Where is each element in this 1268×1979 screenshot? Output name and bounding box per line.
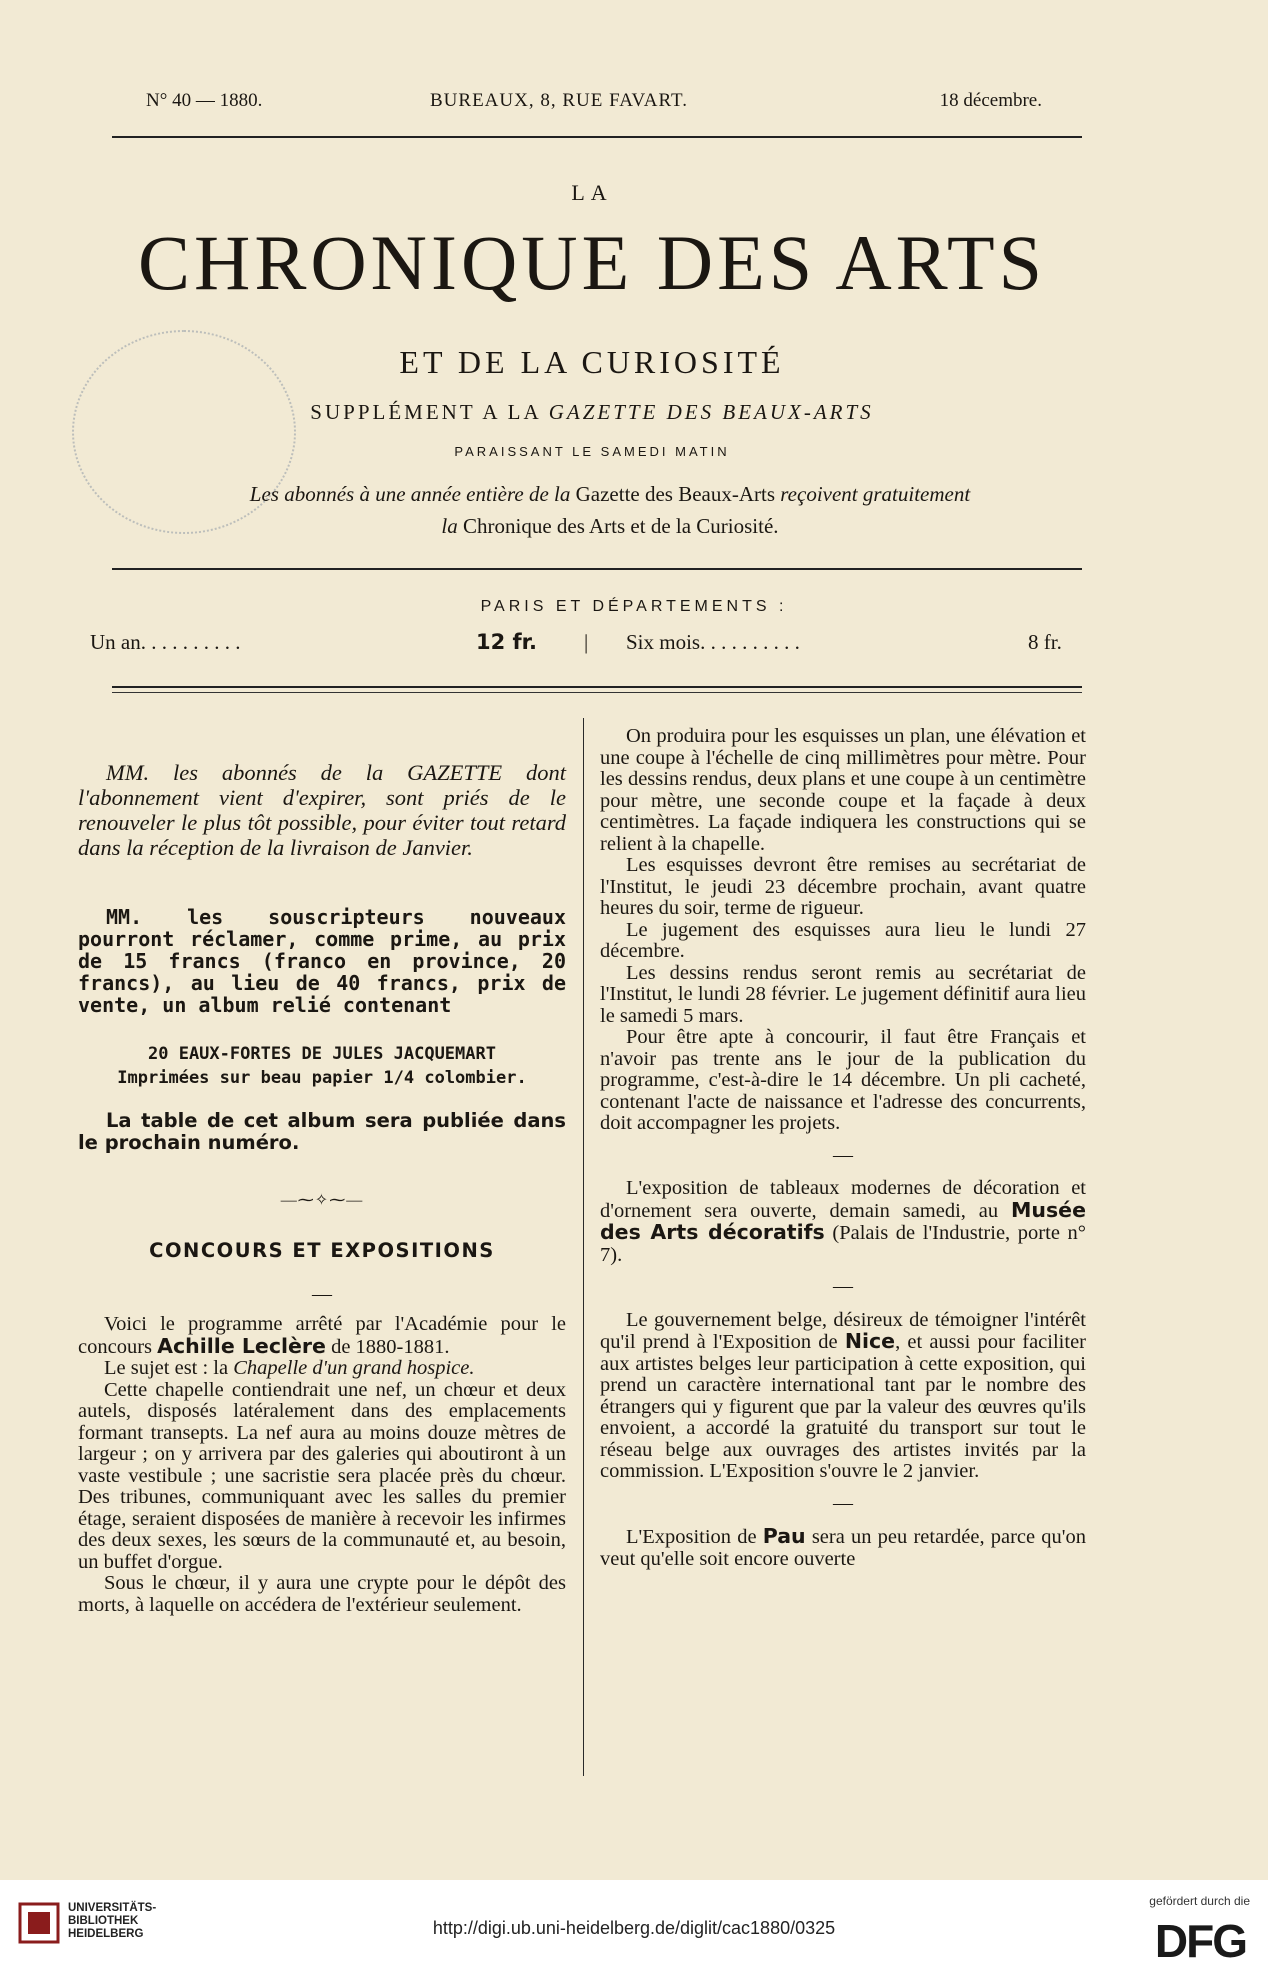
half-price: 8 fr.	[1028, 630, 1062, 654]
section-heading: CONCOURS ET EXPOSITIONS	[149, 1239, 495, 1262]
right-p6c: (Palais de l'Industrie, porte n° 7).	[600, 1222, 1086, 1266]
concours-subject: Chapelle d'un grand hospice.	[233, 1357, 475, 1379]
right-p7c: , et aussi pour faciliter aux artistes belges leur participation à cette exposition, qui prend un caractère international tant par le nombre des étrangers qui y figurent que par la valeur des œuvres qu'ils envoient, a accordé la gratuité du transport sur tout le réseau belge aux ouvrages des artistes invités par la commission. L'Exposition s'ouvre le 2 janvier.	[600, 1331, 1086, 1482]
concours-name: Achille Leclère	[157, 1333, 326, 1358]
year-price: 12 fr.	[476, 630, 538, 654]
supplement-journal: GAZETTE DES BEAUX-ARTS	[548, 400, 874, 424]
concours-p1c: de 1880-1881.	[325, 1335, 450, 1358]
library-line-1: UNIVERSITÄTS-	[68, 1902, 157, 1914]
column-divider	[583, 718, 584, 1776]
masthead-rule	[112, 568, 1082, 570]
ornament: —⁓✧⁓—	[280, 1192, 364, 1209]
masthead-supplement	[0, 400, 1184, 425]
right-p3: Le jugement des esquisses aura lieu le lundi 27 décembre.	[600, 918, 1086, 962]
note-part-2a: la	[441, 514, 458, 538]
concours-p4: Sous le chœur, il y aura une crypte pour le dépôt des morts, à laquelle on accédera de l'extérieur seulement.	[78, 1572, 566, 1616]
masthead-subtitle: ET DE LA CURIOSITÉ	[399, 344, 785, 380]
pau-name: Pau	[762, 1524, 806, 1548]
album-paper: Imprimées sur beau papier 1/4 colombier.	[117, 1068, 527, 1088]
funding-note: gefördert durch die	[1149, 1894, 1250, 1908]
masthead-note	[140, 478, 1080, 542]
right-dash-1: —	[833, 1143, 853, 1166]
musee-name: Musée des Arts décoratifs	[600, 1197, 1086, 1244]
page-header	[0, 90, 1268, 120]
right-p7	[600, 1310, 1086, 1483]
right-p2: Les esquisses devront être remises au secrétariat de l'Institut, le jeudi 23 décembre prochain, avant quatre heures du soir, terme de rigueur.	[600, 854, 1086, 919]
nice-name: Nice	[844, 1329, 896, 1353]
price-separator: |	[584, 630, 589, 654]
right-p1: On produira pour les esquisses un plan, une élévation et une coupe à l'échelle de cinq millimètres pour mètre. Pour les dessins rendus, deux plans et une coupe à un centimètre pour mètre, une seconde coupe et la façade à deux centimètres. La façade indiquera les constructions qui se relient à la chapelle.	[600, 725, 1086, 855]
right-p8	[600, 1526, 1086, 1570]
right-dash-2: —	[833, 1275, 853, 1297]
subscription-rule	[112, 686, 1082, 688]
note-part-1c: reçoivent gratuitement	[780, 482, 971, 506]
issue-number: N° 40 — 1880.	[146, 90, 263, 111]
right-p4: Les dessins rendus seront remis au secrétariat de l'Institut, le lundi 28 février. Le jugement définitif aura lieu le samedi 5 mars.	[600, 961, 1086, 1027]
bureaux-address: BUREAUX, 8, RUE FAVART.	[430, 90, 688, 111]
section-dash: —	[312, 1283, 332, 1305]
header-rule	[112, 136, 1082, 138]
concours-p3: Cette chapelle contiendrait une nef, un chœur et deux autels, disposés latéralement dans des emplacements formant transepts. La nef aura au moins douze mètres de largeur ; on y arrivera par des galeries qui aboutiront à un vaste vestibule ; une sacristie sera placée près du chœur. Des tribunes, communiquant avec les salles du premier étage, seraient disposées de manière à recevoir les infirmes des deux sexes, les sœurs de la communauté et, au besoin, un buffet d'orgue.	[78, 1378, 566, 1573]
album-eaux: 20 EAUX-FORTES DE JULES JACQUEMART	[148, 1044, 496, 1064]
prime-offer	[78, 906, 566, 1016]
dfg-logo: DFG	[1154, 1915, 1246, 1967]
prime-offer-text: MM. les souscripteurs nouveaux pourront réclamer, comme prime, au prix de 15 francs (franco en province, 20 francs), au lieu de 40 francs, prix de vente, un album relié contenant	[78, 905, 566, 1017]
right-p8c: sera un peu retardée, parce qu'on veut qu'elle soit encore ouverte	[600, 1526, 1086, 1570]
concours-p1a: Voici le programme arrêté par l'Académie pour le concours	[78, 1313, 566, 1358]
subscription-rule-thin	[112, 692, 1082, 693]
right-p8a: L'Exposition de	[626, 1526, 763, 1548]
concours-p2a: Le sujet est : la	[104, 1357, 234, 1379]
note-part-1a: Les abonnés à une année entière de la	[249, 482, 571, 506]
note-part-2b: Chronique des Arts et de la Curiosité.	[457, 514, 779, 538]
concours-text	[78, 1314, 566, 1616]
concours-p2	[78, 1358, 566, 1380]
album-title	[78, 1042, 566, 1090]
renewal-notice-text: MM. les abonnés de la GAZETTE dont l'abonnement vient d'expirer, sont priés de le renouveler le plus tôt possible, pour éviter tout retard dans la réception de la livraison de Janvier.	[78, 760, 566, 860]
right-column	[600, 726, 1086, 1570]
concours-p1	[78, 1314, 566, 1358]
right-p7a: Le gouvernement belge, désireux de témoigner l'intérêt qu'il prend à l'Exposition de	[600, 1308, 1086, 1353]
year-label: Un an. . . . . . . . . .	[90, 630, 241, 654]
section-heading-wrap	[78, 1240, 566, 1262]
masthead-schedule: PARAISSANT LE SAMEDI MATIN	[454, 444, 730, 459]
note-part-1b: Gazette des Beaux-Arts	[570, 482, 781, 506]
subscription-heading: PARIS ET DÉPARTEMENTS :	[480, 598, 788, 615]
source-url[interactable]: http://digi.ub.uni-heidelberg.de/diglit/cac1880/0325	[432, 1918, 836, 1938]
masthead-title: CHRONIQUE DES ARTS	[137, 219, 1047, 306]
right-p6	[600, 1178, 1086, 1266]
right-p6a: L'exposition de tableaux modernes de décoration et d'ornement sera ouverte, demain samedi, au	[600, 1177, 1086, 1222]
library-line-3: HEIDELBERG	[68, 1928, 144, 1940]
right-p5: Pour être apte à concourir, il faut être Français et n'avoir pas trente ans le jour de la publication du programme, c'est-à-dire le 14 décembre. Un pli cacheté, contenant l'acte de naissance et l'adresse des concurrents, doit accompagner les projets.	[600, 1026, 1086, 1134]
library-line-2: BIBLIOTHEK	[68, 1915, 139, 1927]
issue-date: 18 décembre.	[939, 90, 1042, 111]
right-dash-3: —	[833, 1491, 853, 1514]
half-label: Six mois. . . . . . . . . .	[626, 630, 800, 654]
masthead-la: LA	[571, 180, 613, 205]
table-notice	[78, 1110, 566, 1154]
renewal-notice	[78, 760, 566, 860]
supplement-prefix: SUPPLÉMENT A LA	[310, 400, 549, 424]
table-notice-text: La table de cet album sera publiée dans le prochain numéro.	[78, 1109, 566, 1154]
footer-bar	[0, 1880, 1268, 1979]
subscription-prices	[88, 630, 1088, 666]
